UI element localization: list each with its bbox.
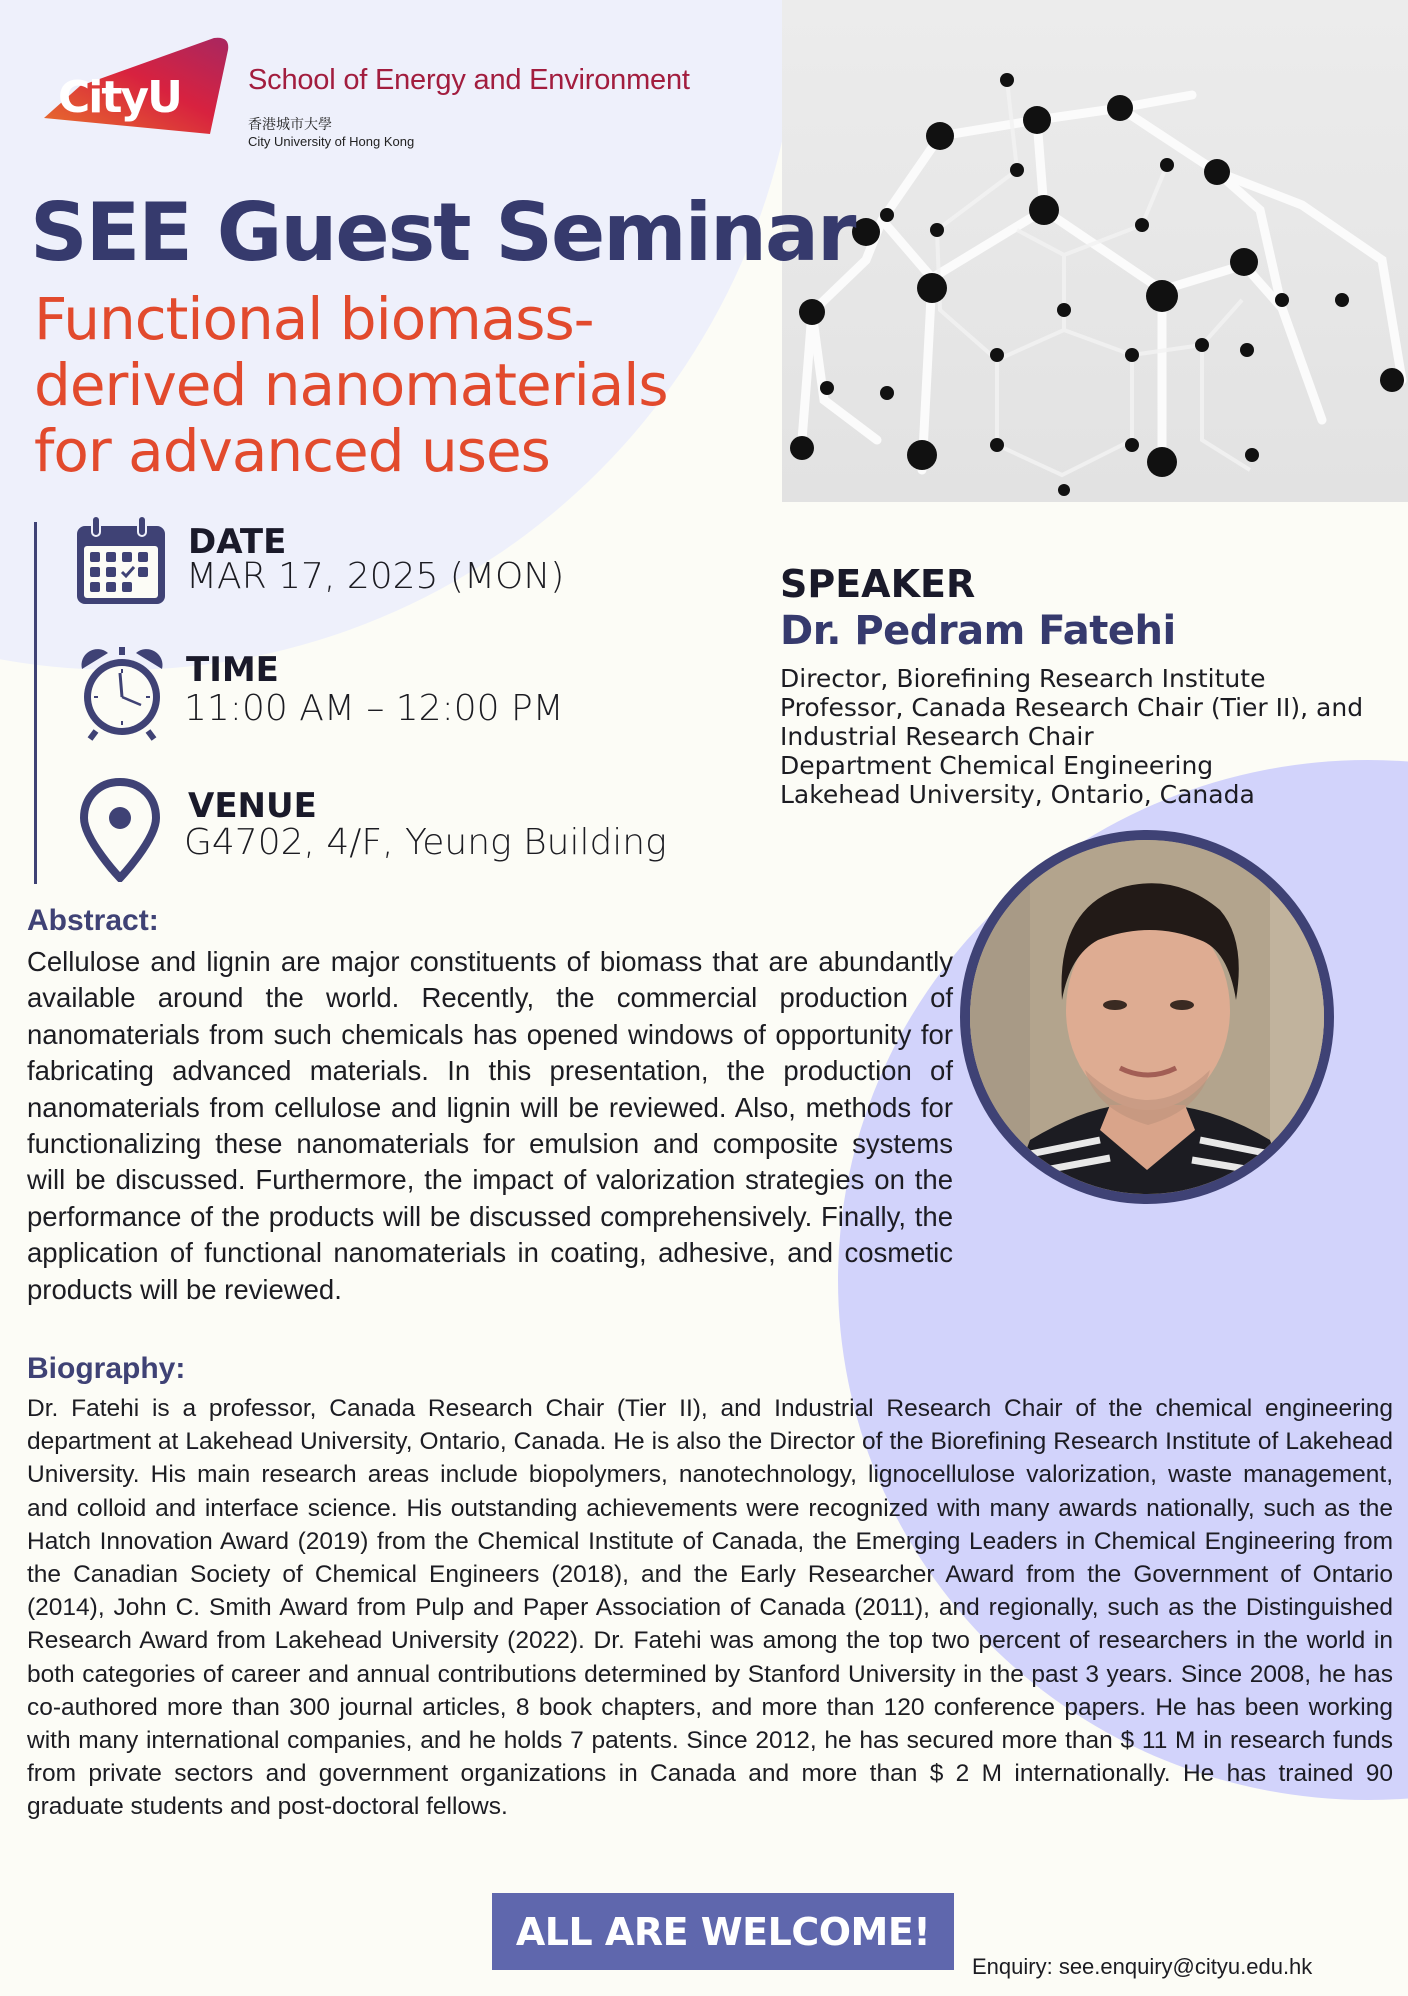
all-are-welcome-banner: ALL ARE WELCOME! [492,1893,954,1970]
speaker-name: Dr. Pedram Fatehi [780,608,1176,654]
biography-text: Dr. Fatehi is a professor, Canada Research Chair (Tier II), and Industrial Research Chair of the chemical engineering department at Lakehead University, Ontario, Canada. He is also the Director of the Biorefining Research Institute of Lakehead University. His main research areas include biopolymers, nanotechnology, lignocellulose valorization, waste management, and colloid and interface science. His outstanding achievements were recognized with many awards nationally, such as the Hatch Innovation Award (2019) from the Chemical Institute of Canada, the Emerging Leaders in Chemical Engineering from the Canadian Society of Chemical Engineers (2018), and the Early Researcher Award from the Government of Ontario (2014), John C. Smith Award from Pulp and Paper Association of Canada (2011), and regionally, such as the Distinguished Research Award from Lakehead University (2022). Dr. Fatehi was among the top two percent of researchers in the world in both categories of career and annual contributions determined by Stanford University in the past 3 years. Since 2008, he has co-authored more than 300 journal articles, 8 book chapters, and more than 120 conference papers. He has been working with many international companies, and he holds 7 patents. Since 2012, he has secured more than $ 11 M in research funds from private sectors and government organizations in Canada and more than $ 2 M internationally. He has trained 90 graduate students and post-doctoral fellows. [27,1395,1393,1821]
date-label: DATE [188,522,287,562]
talk-title-line: derived nanomaterials [34,351,668,419]
talk-title [34,286,668,484]
date-value: MAR 17, 2025 (MON) [186,556,565,597]
alarm-clock-icon [74,645,170,745]
seminar-series-title: SEE Guest Seminar [30,186,855,279]
calendar-icon [74,512,170,612]
speaker-role-line: Industrial Research Chair [780,722,1094,751]
school-name: School of Energy and Environment [248,64,690,96]
university-name-chinese: 香港城市大學 [248,117,332,133]
biography-heading: Biography: [27,1352,186,1385]
details-divider [34,522,37,884]
speaker-role-line: Professor, Canada Research Chair (Tier II), and [780,693,1364,722]
venue-value: G4702, 4/F, Yeung Building [184,822,667,863]
speaker-role-line: Director, Biorefining Research Institute [780,664,1266,693]
svg-text:CityU: CityU [58,72,181,123]
abstract-heading: Abstract: [27,904,159,937]
abstract-text: Cellulose and lignin are major constituents of biomass that are abundantly available around the world. Recently, the commercial production of nanomaterials from such chemicals has opened windows of opportunity for fabricating advanced materials. In this presentation, the production of nanomaterials from cellulose and lignin will be reviewed. Also, methods for functionalizing these nanomaterials for emulsion and composite systems will be discussed. Furthermore, the impact of valorization strategies on the performance of the products will be discussed comprehensively. Finally, the application of functional nanomaterials in coating, adhesive, and cosmetic products will be reviewed. [27,946,953,1305]
speaker-roles [780,664,1363,809]
speaker-role-line: Department Chemical Engineering [780,751,1214,780]
university-name-english: City University of Hong Kong [248,134,415,149]
time-label: TIME [186,650,279,690]
map-pin-icon [80,778,160,886]
talk-title-line: Functional biomass- [34,285,594,353]
cityu-logo [44,36,234,136]
enquiry-contact[interactable]: Enquiry: see.enquiry@cityu.edu.hk [972,1954,1313,1979]
fullerene-molecule-photo [782,0,1408,502]
talk-title-line: for advanced uses [34,417,550,485]
time-value: 11:00 AM – 12:00 PM [184,688,564,729]
venue-label: VENUE [188,786,317,826]
speaker-role-line: Lakehead University, Ontario, Canada [780,780,1255,809]
speaker-heading: SPEAKER [780,562,976,606]
speaker-photo [960,830,1334,1204]
